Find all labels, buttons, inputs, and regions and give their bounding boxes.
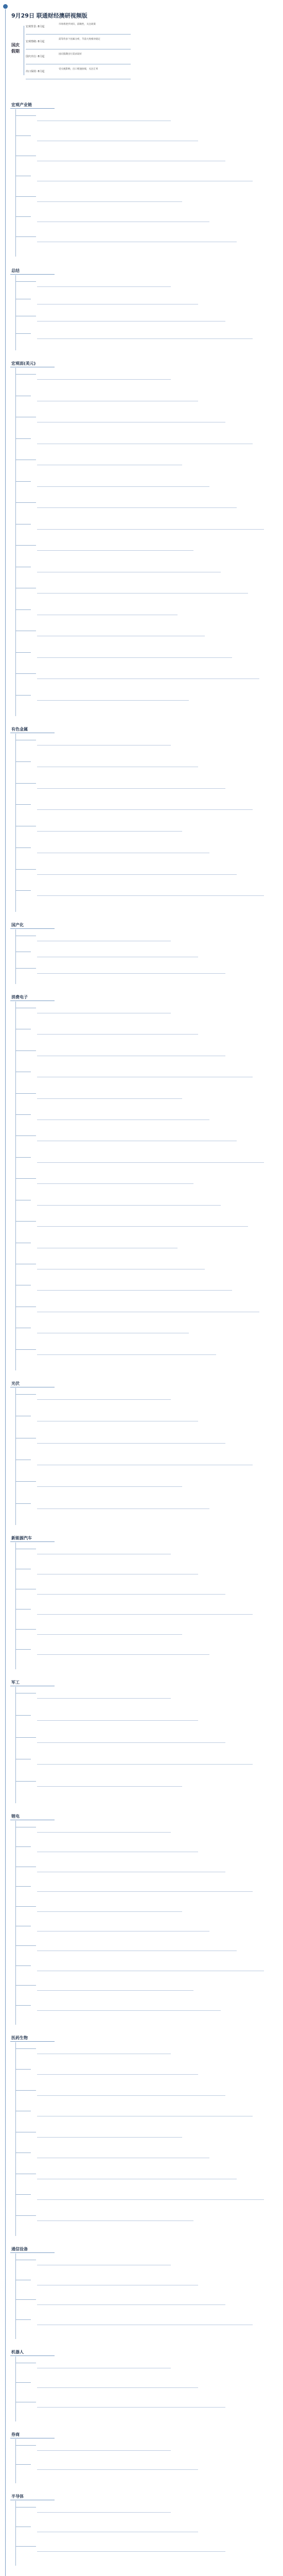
- child-text-underline: [37, 486, 209, 487]
- child-connector: [15, 1050, 36, 1051]
- child-connector: [15, 1965, 31, 1966]
- child-connector: [15, 481, 31, 482]
- section-branch-line: [15, 929, 16, 984]
- child-text-underline: [37, 1290, 232, 1291]
- child-connector: [15, 1737, 36, 1738]
- child-text-underline: [37, 379, 171, 380]
- header-row-value: 国庆假期出行需求较好: [59, 53, 82, 56]
- child-text-underline: [37, 2199, 264, 2200]
- section-heading: 新能源汽车: [11, 1536, 32, 1540]
- child-connector: [15, 804, 31, 805]
- child-text-underline: [37, 1764, 253, 1765]
- child-connector: [15, 1781, 36, 1782]
- child-connector: [15, 1114, 31, 1115]
- section-heading: 半导体: [11, 2494, 24, 2499]
- section-branch-line: [15, 1388, 16, 1525]
- child-connector: [15, 1157, 31, 1158]
- header-label: 国庆假期: [11, 43, 20, 54]
- child-text-underline: [37, 1399, 171, 1400]
- header-row-value: 受关税影响，出口增速放缓，关注汇率: [59, 68, 98, 71]
- section-branch-line: [15, 1821, 16, 2025]
- header-row: [26, 37, 131, 49]
- section-heading: 锂电: [11, 1814, 20, 1819]
- child-text-underline: [37, 700, 189, 701]
- section-heading: 有色金属: [11, 727, 28, 732]
- section-branch-line: [15, 2042, 16, 2236]
- child-text-underline: [37, 973, 225, 974]
- child-connector: [15, 196, 36, 197]
- child-connector: [15, 2382, 31, 2383]
- child-text-underline: [37, 1832, 171, 1833]
- child-text-underline: [37, 1891, 253, 1892]
- child-connector: [15, 1945, 36, 1946]
- header-row: [26, 66, 131, 79]
- page-title: 9月29日 联通财经澳研视频版: [11, 12, 87, 19]
- section-underline: [10, 2041, 55, 2042]
- child-text-underline: [37, 895, 264, 896]
- child-text-underline: [37, 1634, 182, 1635]
- header-row-key: 宏观背景: 8月起: [26, 25, 45, 28]
- child-text-underline: [37, 1034, 198, 1035]
- child-connector: [15, 1715, 31, 1716]
- section-heading: 券商: [11, 2432, 20, 2437]
- child-text-underline: [37, 874, 237, 875]
- section-branch-line: [15, 275, 16, 350]
- section-underline: [10, 2355, 55, 2356]
- child-text-underline: [37, 2095, 225, 2096]
- child-text-underline: [37, 593, 248, 594]
- section-underline: [10, 274, 55, 275]
- section-underline: [10, 1541, 55, 1542]
- child-text-underline: [37, 1098, 182, 1099]
- header-row-key: 宏观情绪: 8月起: [26, 40, 45, 43]
- child-connector: [15, 1481, 36, 1482]
- child-text-underline: [37, 1990, 193, 1991]
- child-text-underline: [37, 788, 225, 789]
- child-connector: [15, 502, 36, 503]
- child-text-underline: [37, 1183, 193, 1184]
- child-connector: [15, 761, 31, 762]
- section-underline: [10, 108, 55, 109]
- child-connector: [15, 374, 36, 375]
- header-summary-box: [11, 22, 131, 80]
- child-connector: [15, 1649, 31, 1650]
- child-text-underline: [37, 1911, 182, 1912]
- child-connector: [15, 1503, 31, 1504]
- child-text-underline: [37, 507, 237, 508]
- child-connector: [15, 2299, 36, 2300]
- child-connector: [15, 236, 36, 237]
- child-connector: [15, 695, 31, 696]
- section-heading: 光伏: [11, 1381, 20, 1386]
- child-text-underline: [37, 1226, 248, 1227]
- child-connector: [15, 890, 31, 891]
- section-heading: 军工: [11, 1680, 20, 1685]
- child-connector: [15, 2445, 36, 2446]
- child-connector: [15, 115, 36, 116]
- child-text-underline: [37, 1786, 182, 1787]
- child-text-underline: [37, 2387, 198, 2388]
- section-underline: [10, 928, 55, 929]
- header-row: [26, 22, 131, 35]
- child-connector: [15, 2215, 36, 2216]
- child-text-underline: [37, 1162, 264, 1163]
- child-text-underline: [37, 1205, 221, 1206]
- child-connector: [15, 1906, 36, 1907]
- child-text-underline: [37, 1614, 253, 1615]
- child-connector: [15, 1886, 31, 1887]
- child-text-underline: [37, 1486, 182, 1487]
- header-row: [26, 52, 131, 64]
- child-text-underline: [37, 2551, 225, 2552]
- child-connector: [15, 609, 31, 610]
- child-text-underline: [37, 2304, 225, 2305]
- header-row-key: 出口保持: 8月起: [26, 70, 45, 73]
- child-connector: [15, 968, 36, 969]
- child-connector: [15, 1221, 36, 1222]
- child-text-underline: [37, 2469, 198, 2470]
- section-branch-line: [15, 2501, 16, 2566]
- child-connector: [15, 2048, 36, 2049]
- header-row-key: 国庆出行: 8月起: [26, 55, 45, 58]
- section-branch-line: [15, 1543, 16, 1669]
- child-connector: [15, 652, 31, 653]
- child-text-underline: [37, 2137, 182, 2138]
- child-text-underline: [37, 338, 253, 339]
- child-connector: [15, 438, 31, 439]
- child-text-underline: [37, 1698, 171, 1699]
- section-branch-line: [15, 734, 16, 912]
- child-text-underline: [37, 2074, 198, 2075]
- child-connector: [15, 1093, 36, 1094]
- child-connector: [15, 2546, 36, 2547]
- child-text-underline: [37, 1443, 225, 1444]
- child-connector: [15, 2005, 31, 2006]
- child-connector: [15, 333, 31, 334]
- section-underline: [10, 2252, 55, 2253]
- child-text-underline: [37, 1742, 225, 1743]
- header-row-value: 市场将逐步回归，前瞻性，关注政策: [59, 23, 96, 26]
- root-node-dot: [3, 4, 8, 9]
- section-branch-line: [15, 2357, 16, 2421]
- section-branch-line: [15, 368, 16, 716]
- section-heading: 总结: [11, 268, 20, 273]
- header-row-value: 需等待多个因素分析，节前大致相对稳定: [59, 38, 100, 41]
- child-text-underline: [37, 2450, 171, 2451]
- child-text-underline: [37, 657, 232, 658]
- child-connector: [15, 2319, 31, 2320]
- child-connector: [15, 2069, 31, 2070]
- child-connector: [15, 1985, 36, 1986]
- child-connector: [15, 2194, 31, 2195]
- section-branch-line: [15, 109, 16, 257]
- child-text-underline: [37, 1654, 209, 1655]
- mindmap-trunk-line: [5, 9, 6, 2576]
- child-connector: [15, 673, 36, 674]
- child-connector: [15, 545, 36, 546]
- section-branch-line: [15, 2253, 16, 2339]
- section-heading: 机器人: [11, 2350, 24, 2354]
- section-heading: 消费电子: [11, 995, 28, 999]
- child-text-underline: [37, 1720, 198, 1721]
- section-heading: 通信设备: [11, 2247, 28, 2251]
- section-branch-line: [15, 1687, 16, 1803]
- child-connector: [15, 2090, 36, 2091]
- child-text-underline: [37, 1354, 216, 1355]
- child-connector: [15, 869, 36, 870]
- child-text-underline: [37, 2010, 221, 2011]
- section-heading: 医药生物: [11, 2036, 28, 2040]
- section-branch-line: [15, 1002, 16, 1370]
- child-text-underline: [37, 286, 171, 287]
- child-connector: [15, 281, 36, 282]
- child-connector: [15, 1349, 36, 1350]
- child-text-underline: [37, 2407, 225, 2408]
- child-connector: [15, 1629, 36, 1630]
- child-connector: [15, 135, 31, 136]
- child-connector: [15, 783, 36, 784]
- child-connector: [15, 1394, 36, 1395]
- child-text-underline: [37, 529, 264, 530]
- child-text-underline: [37, 831, 182, 832]
- child-text-underline: [37, 1594, 225, 1595]
- child-text-underline: [37, 201, 182, 202]
- child-connector: [15, 1846, 31, 1847]
- section-heading: 宏观产业链: [11, 103, 32, 107]
- child-connector: [15, 2464, 31, 2465]
- child-connector: [15, 1178, 36, 1179]
- child-text-underline: [37, 809, 253, 810]
- child-text-underline: [37, 550, 193, 551]
- section-heading: 国产化: [11, 923, 24, 927]
- section-heading: 宏观面(美元): [11, 361, 36, 366]
- child-connector: [15, 216, 31, 217]
- child-text-underline: [37, 2512, 171, 2513]
